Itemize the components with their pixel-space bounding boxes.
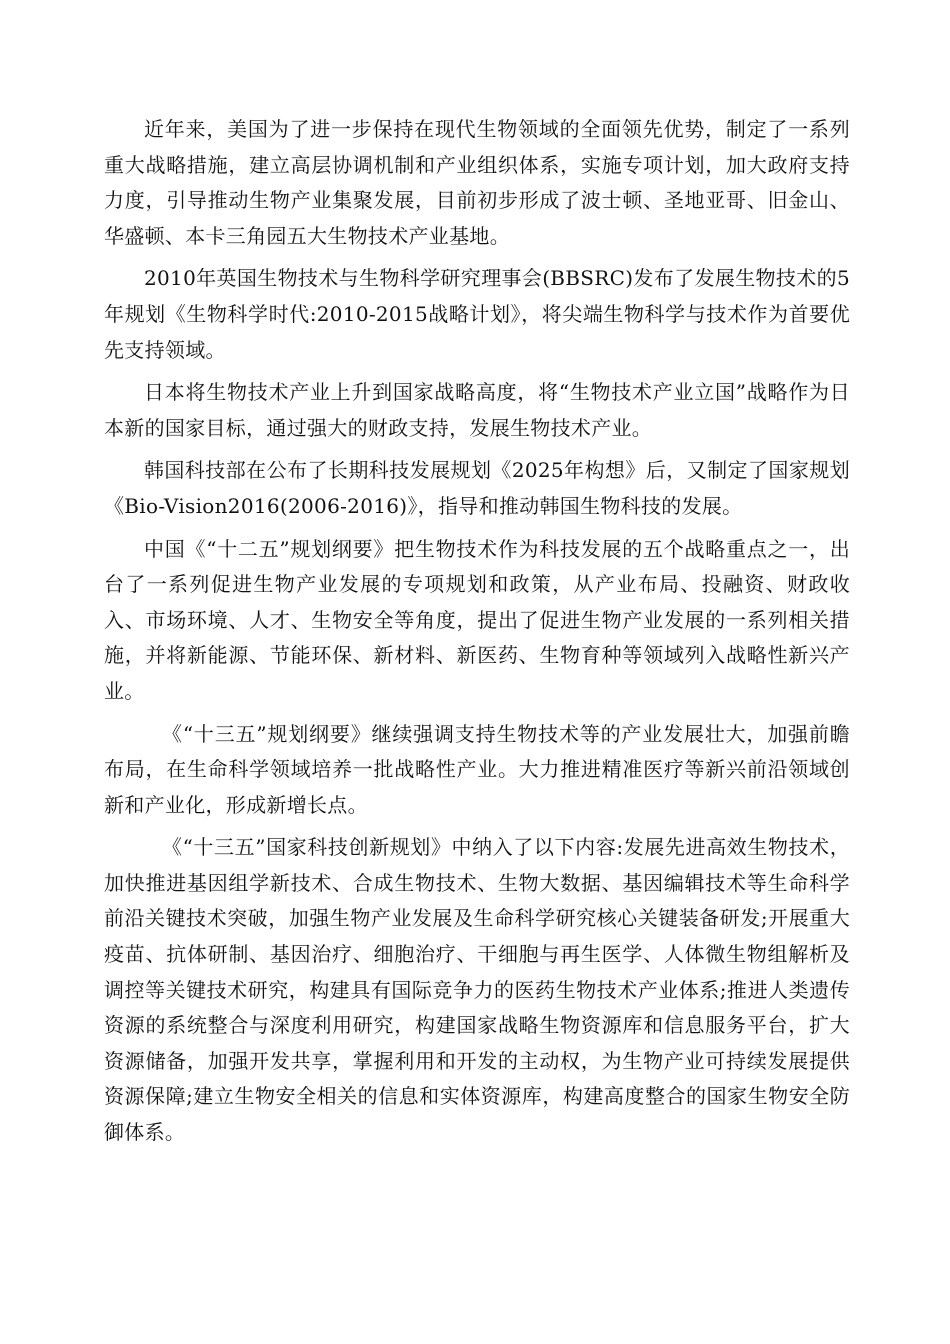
document-body [104,112,850,1158]
paragraph-china-13th-five-year: 《“十三五”规划纲要》继续强调支持生物技术等的产业发展壮大，加强前瞻布局，在生命科学领域培养一批战略性产业。大力推进精准医疗等新兴前沿领域创新和产业化，形成新增长点。 [104,721,850,817]
paragraph-13th-innovation-plan: 《“十三五”国家科技创新规划》中纳入了以下内容:发展先进高效生物技术，加快推进基因组学新技术、合成生物技术、生物大数据、基因编辑技术等生命科学前沿关键技术突破，加强生物产业发展及生命科学研究核心关键装备研发;开展重大疫苗、抗体研制、基因治疗、细胞治疗、干细胞与再生医学、人体微生物组解析及调控等关键技术研究，构建具有国际竞争力的医药生物技术产业体系;推进人类遗传资源的系统整合与深度利用研究，构建国家战略生物资源库和信息服务平台，扩大资源储备，加强开发共享，掌握利用和开发的主动权，为生物产业可持续发展提供资源保障;建立生物安全相关的信息和实体资源库，构建高度整合的国家生物安全防御体系。 [104,835,850,1145]
paragraph-china-12th-five-year: 中国《“十二五”规划纲要》把生物技术作为科技发展的五个战略重点之一，出台了一系列促进生物产业发展的专项规划和政策，从产业布局、投融资、财政收入、市场环境、人才、生物安全等角度，提出了促进生物产业发展的一系列相关措施，并将新能源、节能环保、新材料、新医药、生物育种等领域列入战略性新兴产业。 [104,536,850,703]
paragraph-japan-strategy: 日本将生物技术产业上升到国家战略高度，将“生物技术产业立国”战略作为日本新的国家目标，通过强大的财政支持，发展生物技术产业。 [104,380,850,440]
paragraph-uk-bbsrc-plan: 2010年英国生物技术与生物科学研究理事会(BBSRC)发布了发展生物技术的5年规划《生物科学时代:2010-2015战略计划》，将尖端生物科学与技术作为首要优先支持领域。 [104,266,850,362]
paragraph-usa-strategy: 近年来，美国为了进一步保持在现代生物领域的全面领先优势，制定了一系列重大战略措施，建立高层协调机制和产业组织体系，实施专项计划，加大政府支持力度，引导推动生物产业集聚发展，目前初步形成了波士顿、圣地亚哥、旧金山、华盛顿、本卡三角园五大生物技术产业基地。 [104,117,850,248]
paragraph-korea-bio-vision: 韩国科技部在公布了长期科技发展规划《2025年构想》后，又制定了国家规划《Bio-Vision2016(2006-2016)》，指导和推动韩国生物科技的发展。 [104,458,850,518]
